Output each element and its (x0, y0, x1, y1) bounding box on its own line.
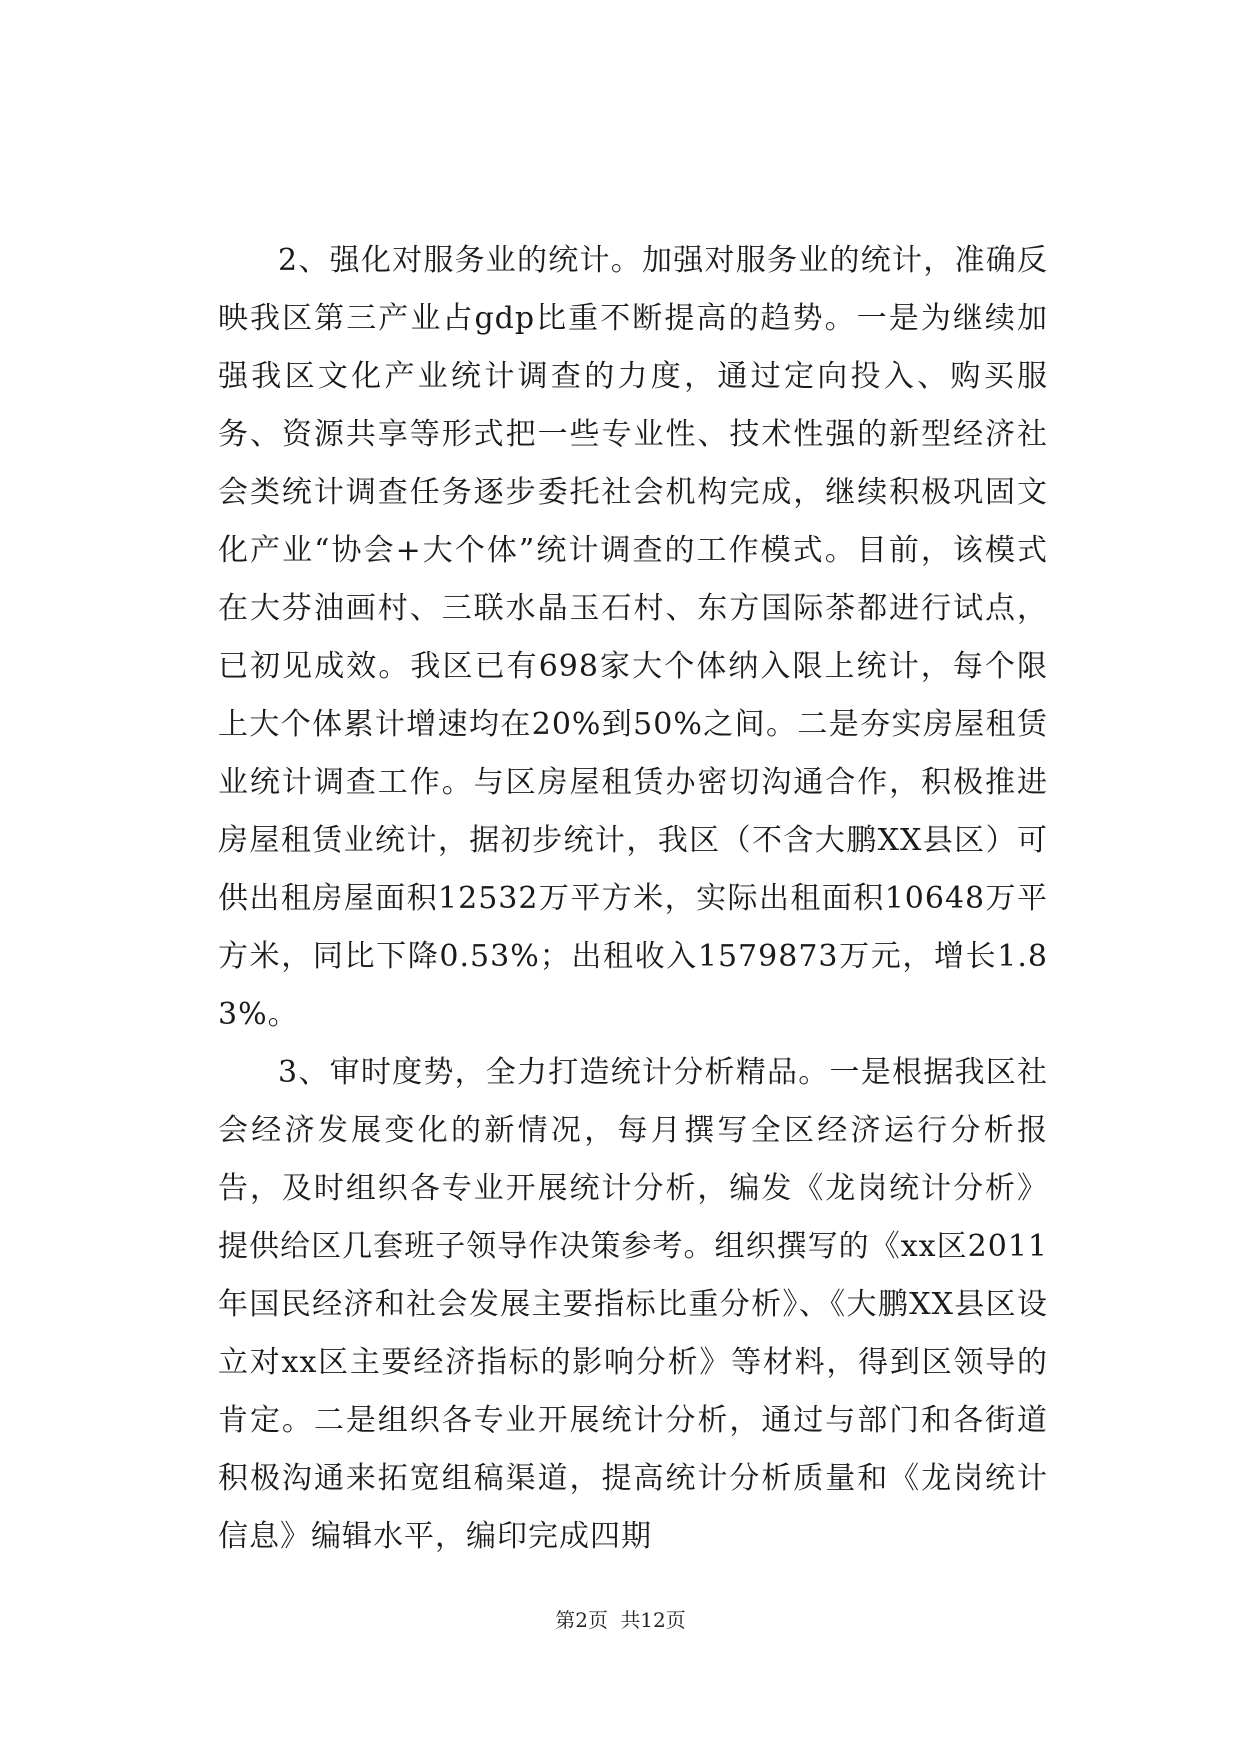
page-number: 第2页 (555, 1608, 608, 1632)
document-body (218, 232, 1048, 1566)
page-total: 共12页 (620, 1608, 686, 1632)
paragraph-service-statistics: 2、强化对服务业的统计。加强对服务业的统计，准确反映我区第三产业占gdp比重不断提高的趋势。一是为继续加强我区文化产业统计调查的力度，通过定向投入、购买服务、资源共享等形式把一些专业性、技术性强的新型经济社会类统计调查任务逐步委托社会机构完成，继续积极巩固文化产业“协会+大个体”统计调查的工作模式。目前，该模式在大芬油画村、三联水晶玉石村、东方国际茶都进行试点，已初见成效。我区已有698家大个体纳入限上统计，每个限上大个体累计增速均在20%到50%之间。二是夯实房屋租赁业统计调查工作。与区房屋租赁办密切沟通合作，积极推进房屋租赁业统计，据初步统计，我区（不含大鹏XX县区）可供出租房屋面积12532万平方米，实际出租面积10648万平方米，同比下降0.53%；出租收入1579873万元，增长1.83%。 (218, 243, 1048, 1032)
paragraph-statistical-analysis: 3、审时度势，全力打造统计分析精品。一是根据我区社会经济发展变化的新情况，每月撰写全区经济运行分析报告，及时组织各专业开展统计分析，编发《龙岗统计分析》提供给区几套班子领导作决策参考。组织撰写的《xx区2011年国民经济和社会发展主要指标比重分析》、《大鹏XX县区设立对xx区主要经济指标的影响分析》等材料，得到区领导的肯定。二是组织各专业开展统计分析，通过与部门和各街道积极沟通来拓宽组稿渠道，提高统计分析质量和《龙岗统计信息》编辑水平，编印完成四期 (218, 1055, 1048, 1554)
page-footer (0, 1606, 1241, 1634)
